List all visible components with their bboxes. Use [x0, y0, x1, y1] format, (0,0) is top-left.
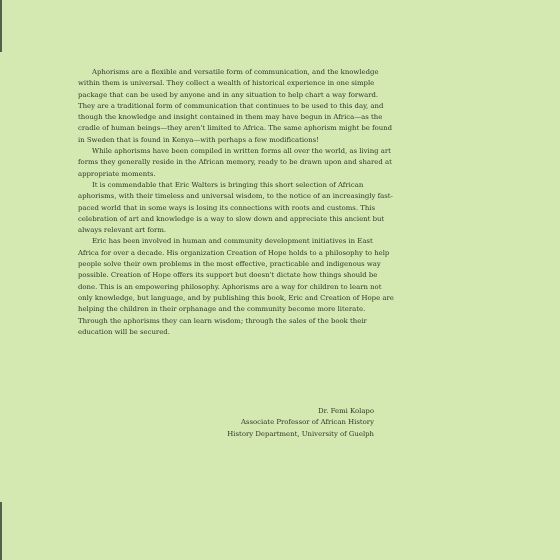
- signature-block: [227, 406, 374, 440]
- author-department: History Department, University of Guelph: [227, 429, 374, 438]
- foreword-text: [78, 67, 394, 338]
- author-name: Dr. Femi Kolapo: [318, 407, 374, 415]
- page-edge-mark-top: [0, 0, 2, 52]
- paragraph-4: Eric has been involved in human and community development initiatives in East Africa for over a decade. His organization Creation of Hope holds to a philosophy to help people solve their own problems in the most effective, practicable and indigenous way possible. Creation of Hope offers its support but doesn't dictate how things should be done. This is an empowering philosophy. Aphorisms are a way for children to learn not only knowledge, but language, and by publishing this book, Eric and Creation of Hope are helping the children in their orphanage and the community become more literate. Through the aphorisms they can learn wisdom; through the sales of the book their education will be secured.: [78, 237, 394, 336]
- paragraph-3: It is commendable that Eric Walters is bringing this short selection of African aphorisms, with their timeless and universal wisdom, to the notice of an increasingly fast-paced world that in some ways is losing its connections with roots and customs. This celebration of art and knowledge is a way to slow down and appreciate this ancient but always relevant art form.: [78, 180, 393, 235]
- page-edge-mark-bottom: [0, 502, 2, 560]
- paragraph-1: Aphorisms are a flexible and versatile form of communication, and the knowledge within them is universal. They collect a wealth of historical experience in one simple package that can be used by anyone and in any situation to help chart a way forward. They are a traditional form of communication that continues to be used to this day, and though the knowledge and insight contained in them may have begun in Africa—as the cradle of human beings—they aren't limited to Africa. The same aphorism might be found in Sweden that is found in Kenya—with perhaps a few modifications!: [78, 68, 393, 144]
- paragraph-2: While aphorisms have been compiled in written forms all over the world, as living art forms they generally reside in the African memory, ready to be drawn upon and shared at appropriate moments.: [78, 147, 392, 178]
- author-title: Associate Professor of African History: [240, 418, 374, 427]
